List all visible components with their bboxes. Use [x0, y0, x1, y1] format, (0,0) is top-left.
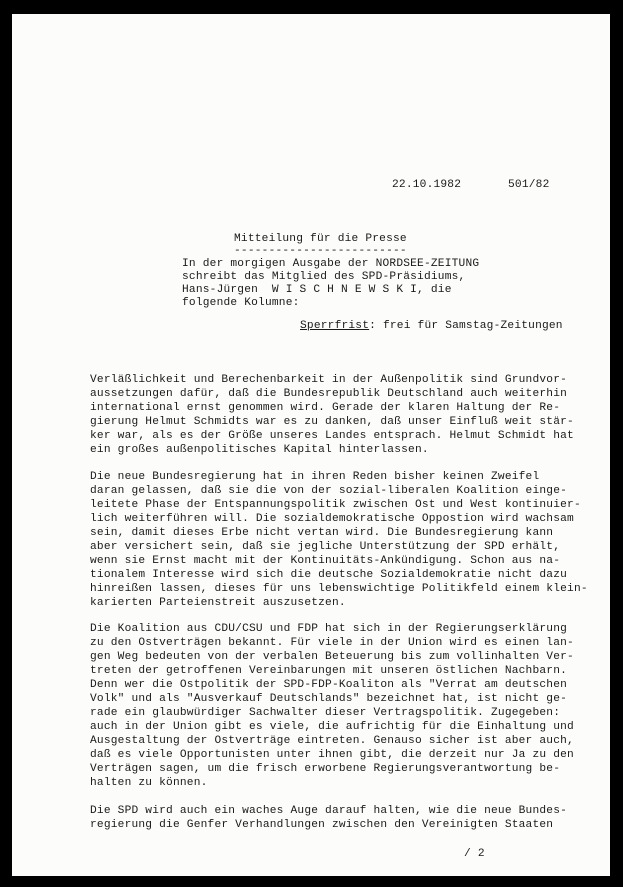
document-date: 22.10.1982	[392, 179, 462, 191]
document-page	[12, 14, 610, 876]
body-line: gierung Helmut Schmidts war es zu danken, daß unser Einfluß weit stär-	[90, 416, 574, 428]
body-line: treten der getroffenen Vereinbarungen mit unseren östlichen Nachbarn.	[90, 665, 568, 677]
press-release-title-rule: -------------------------	[234, 245, 407, 257]
body-line: lich weiterführen will. Die sozialdemokratische Oppostion wird wachsam	[90, 513, 574, 525]
body-line: wenn sie Ernst macht mit der Kontinuitäts-Ankündigung. Schon aus na-	[90, 555, 561, 567]
intro-line: In der morgigen Ausgabe der NORDSEE-ZEITUNG	[182, 258, 480, 270]
intro-line: schreibt das Mitglied des SPD-Präsidiums,	[182, 271, 466, 283]
embargo-text: : frei für Samstag-Zeitungen	[369, 320, 563, 332]
body-line: tionalem Interesse wird sich die deutsche Sozialdemokratie nicht dazu	[90, 569, 568, 581]
body-line: Die SPD wird auch ein waches Auge darauf halten, wie die neue Bundes-	[90, 805, 568, 817]
body-line: Denn wer die Ostpolitik der SPD-FDP-Koaliton als "Verrat am deutschen	[90, 679, 568, 691]
body-line: karierten Parteienstreit auszusetzen.	[90, 597, 346, 609]
document-number: 501/82	[508, 179, 550, 191]
body-line: auch in der Union gibt es viele, die aufrichtig für die Einhaltung und	[90, 721, 574, 733]
body-line: daran gelassen, daß sie die von der sozial-liberalen Koalition einge-	[90, 485, 568, 497]
body-line: halten zu können.	[90, 777, 208, 789]
body-line: Volk" und als "Ausverkauf Deutschlands" bezeichnet hat, ist nicht ge-	[90, 693, 568, 705]
body-line: rade ein glaubwürdiger Sachwalter dieser Vertragspolitik. Zugegeben:	[90, 707, 561, 719]
body-line: leitete Phase der Entspannungspolitik zwischen Ost und West kontinuier-	[90, 499, 581, 511]
intro-line: folgende Kolumne:	[182, 297, 300, 309]
body-line: ein großes außenpolitisches Kapital hinterlassen.	[90, 444, 429, 456]
page-continuation: / 2	[464, 848, 485, 860]
body-line: Die Koalition aus CDU/CSU und FDP hat sich in der Regierungserklärung	[90, 623, 568, 635]
embargo-label: Sperrfrist	[300, 320, 370, 332]
body-line: international ernst genommen wird. Gerade der klaren Haltung der Re-	[90, 402, 561, 414]
body-line: Verträgen sagen, um die frisch erworbene Regierungsverantwortung be-	[90, 763, 561, 775]
body-line: daß es viele Opportunisten unter ihnen gibt, die derzeit nur Ja zu den	[90, 749, 574, 761]
body-line: Verläßlichkeit und Berechenbarkeit in der Außenpolitik sind Grundvor-	[90, 374, 568, 386]
body-line: sein, damit dieses Erbe nicht vertan wird. Die Bundesregierung kann	[90, 527, 554, 539]
body-line: Die neue Bundesregierung hat in ihren Reden bisher keinen Zweifel	[90, 471, 540, 483]
intro-line: Hans-Jürgen W I S C H N E W S K I, die	[182, 284, 452, 296]
body-line: hinreißen lassen, dieses für uns lebenswichtige Politikfeld einem klein-	[90, 583, 588, 595]
body-line: gen Weg bedeuten von der verbalen Beteuerung bis zum vollinhalten Ver-	[90, 651, 574, 663]
body-line: regierung die Genfer Verhandlungen zwischen den Vereinigten Staaten	[90, 819, 554, 831]
embargo-line	[300, 319, 563, 333]
body-line: ker war, als es der Größe unseres Landes entsprach. Helmut Schmidt hat	[90, 430, 574, 442]
body-line: Ausgestaltung der Ostverträge eintreten. Genauso sicher ist aber auch,	[90, 735, 574, 747]
press-release-title: Mitteilung für die Presse	[234, 233, 407, 245]
body-line: zu den Ostverträgen bekannt. Für viele in der Union wird es einen lan-	[90, 637, 574, 649]
body-line: aber versichert sein, daß sie jegliche Unterstützung der SPD erhält,	[90, 541, 561, 553]
body-line: aussetzungen dafür, daß die Bundesrepublik Deutschland auch weiterhin	[90, 388, 568, 400]
